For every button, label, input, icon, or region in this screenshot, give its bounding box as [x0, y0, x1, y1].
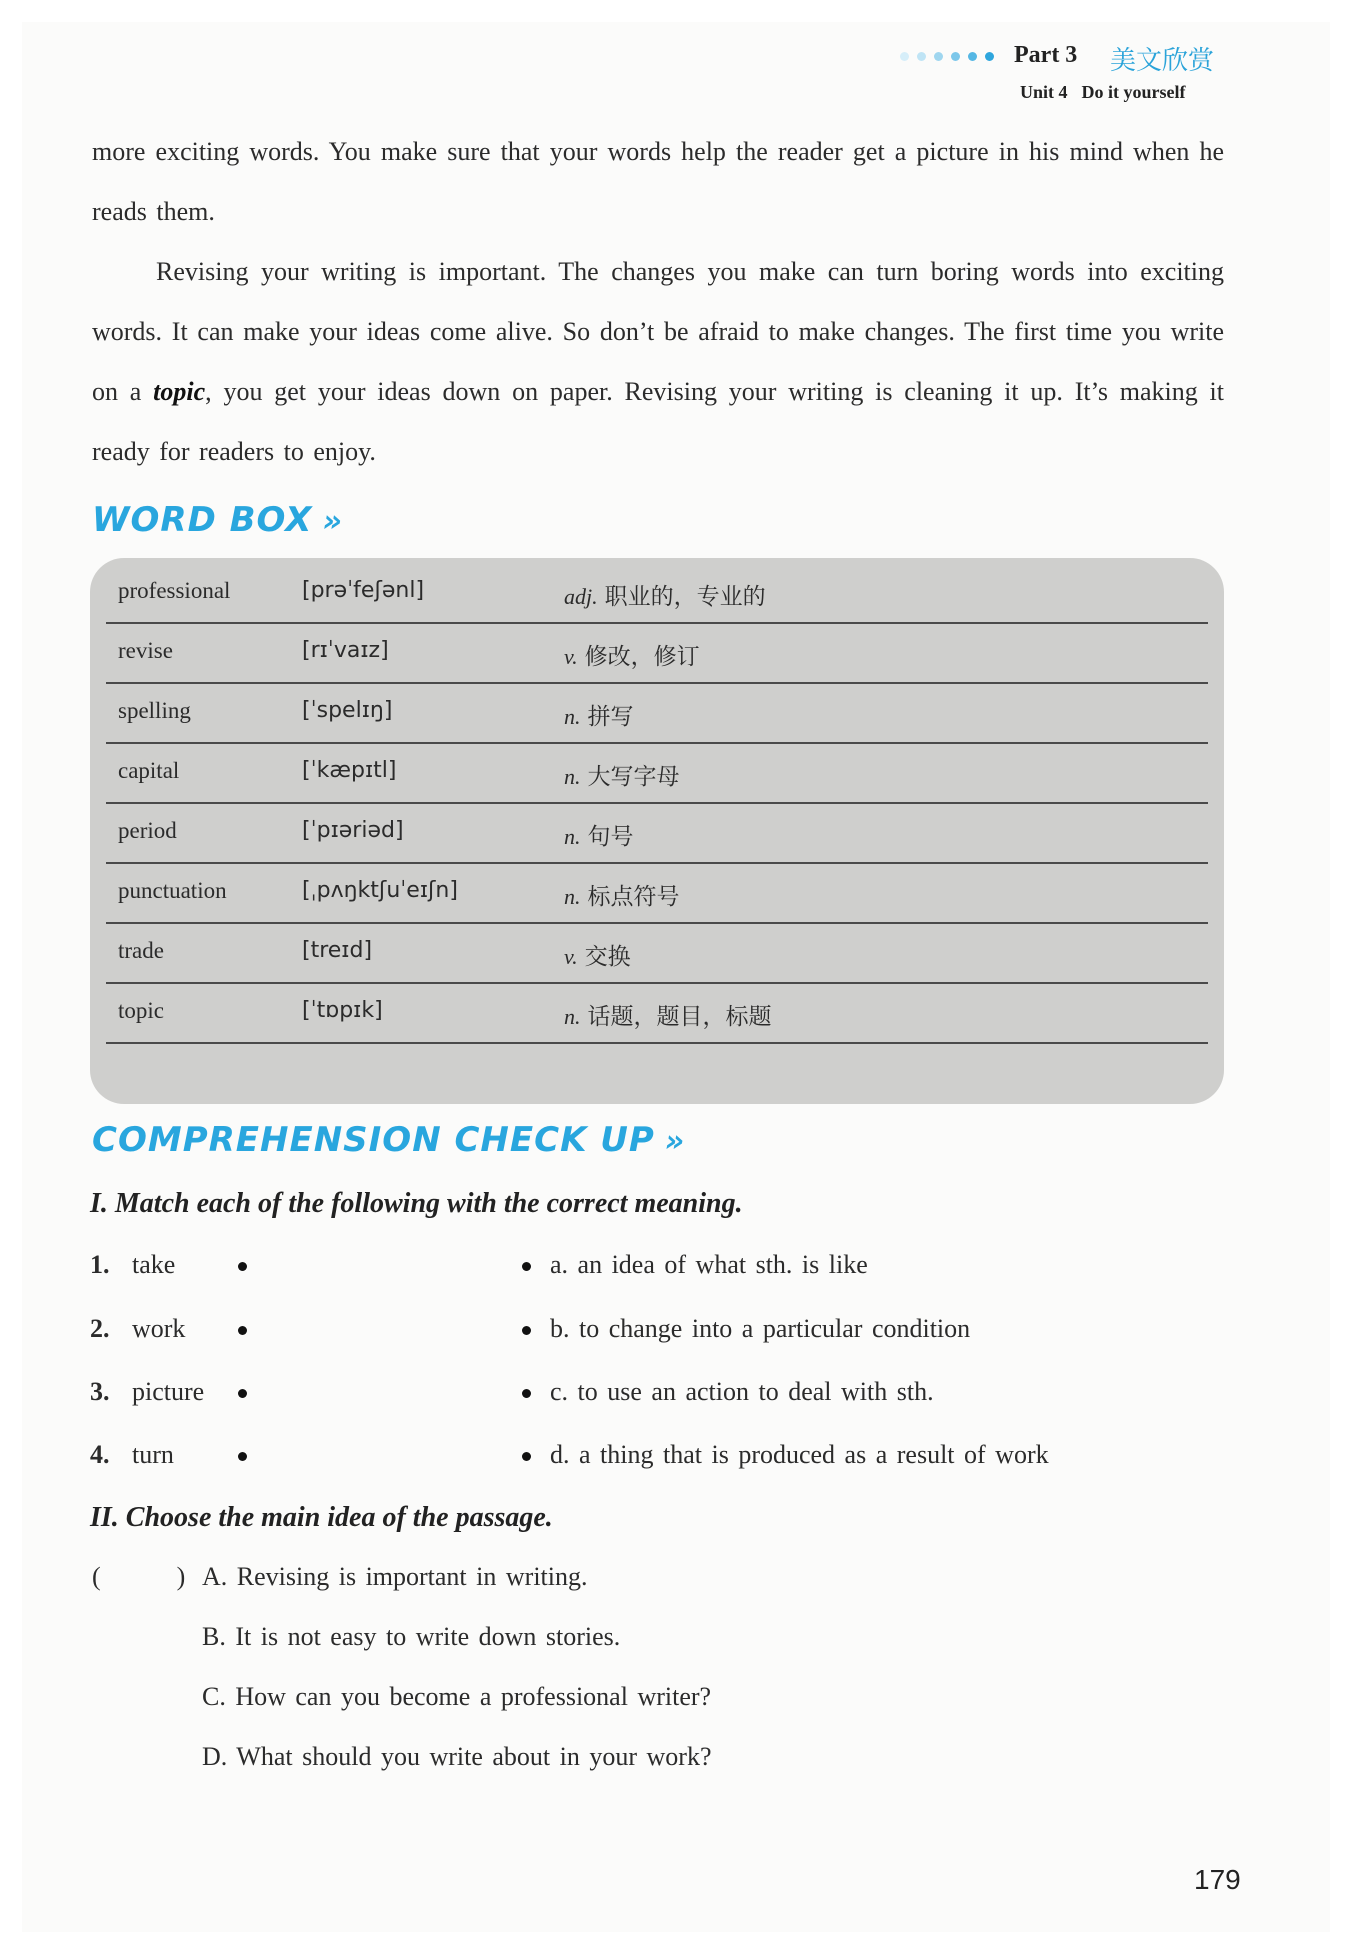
match-dot-right[interactable] [522, 1326, 531, 1335]
word: capital [118, 758, 180, 783]
header-part: Part 3 [1014, 42, 1078, 68]
unit-number: Unit 4 [1020, 82, 1068, 102]
match-definition: a. an idea of what sth. is like [550, 1250, 868, 1279]
match-term: picture [132, 1377, 205, 1406]
part-of-speech: n. [564, 1004, 581, 1029]
item-number: 1. [90, 1250, 110, 1279]
answer-bracket[interactable]: ( ) [92, 1562, 186, 1591]
match-item [90, 1377, 1210, 1417]
match-term: take [132, 1250, 176, 1279]
question-2-heading: II. Choose the main idea of the passage. [90, 1502, 553, 1533]
passage-paragraph-2 [92, 242, 1224, 482]
word-row [106, 562, 1208, 624]
definition [564, 878, 680, 911]
dot-icon [917, 52, 926, 61]
word: punctuation [118, 878, 227, 903]
definition [564, 998, 772, 1031]
word: trade [118, 938, 164, 963]
match-dot-left[interactable] [238, 1326, 247, 1335]
word-row [106, 982, 1208, 1044]
section-heading: WORD BOX [92, 500, 313, 540]
definition [564, 758, 680, 791]
definition [564, 938, 631, 971]
unit-title: Do it yourself [1081, 82, 1186, 102]
word-row [106, 922, 1208, 984]
phonetic: [ˈtɒpɪk] [302, 998, 383, 1023]
match-dot-left[interactable] [238, 1452, 247, 1461]
part-of-speech: adj. [564, 584, 598, 609]
meaning: 话题，题目，标题 [587, 1004, 772, 1030]
double-chevron-icon: » [664, 1124, 681, 1159]
meaning: 大写字母 [587, 764, 680, 790]
match-dot-right[interactable] [522, 1389, 531, 1398]
question-1-heading: I. Match each of the following with the correct meaning. [90, 1188, 743, 1219]
word-row [106, 802, 1208, 864]
definition [564, 818, 634, 851]
match-term: turn [132, 1440, 174, 1469]
meaning: 交换 [584, 944, 631, 970]
phonetic: [prəˈfeʃənl] [302, 578, 425, 603]
section-heading: COMPREHENSION CHECK UP [92, 1120, 655, 1160]
match-item [90, 1250, 1210, 1290]
phonetic: [ˈkæpɪtl] [302, 758, 397, 783]
match-dot-right[interactable] [522, 1262, 531, 1271]
choice-b[interactable]: B. It is not easy to write down stories. [202, 1622, 621, 1651]
definition [564, 698, 634, 731]
meaning: 句号 [587, 824, 634, 850]
part-of-speech: v. [564, 944, 578, 969]
word-row [106, 682, 1208, 744]
choice-a[interactable]: A. Revising is important in writing. [202, 1562, 588, 1591]
meaning: 职业的，专业的 [604, 584, 766, 610]
meaning: 拼写 [587, 704, 634, 730]
passage [92, 122, 1224, 482]
match-item [90, 1440, 1210, 1480]
word-row [106, 862, 1208, 924]
phonetic: [rɪˈvaɪz] [302, 638, 389, 663]
word: period [118, 818, 177, 843]
word: spelling [118, 698, 191, 723]
dot-icon [900, 52, 909, 61]
choice-d[interactable]: D. What should you write about in your work? [202, 1742, 712, 1771]
paragraph-text: Revising your writing is important. The changes you make can turn boring words into exciting words. It can make your ideas come alive. So don’t be afraid to make changes. The first time you write on a [92, 257, 1224, 406]
header-unit [1020, 82, 1186, 103]
word: professional [118, 578, 231, 603]
header-part-chinese: 美文欣赏 [1110, 46, 1215, 76]
part-of-speech: n. [564, 704, 581, 729]
choice-c[interactable]: C. How can you become a professional writer? [202, 1682, 712, 1711]
meaning: 修改，修订 [584, 644, 700, 670]
match-dot-left[interactable] [238, 1389, 247, 1398]
phonetic: [treɪd] [302, 938, 373, 963]
match-definition: d. a thing that is produced as a result of work [550, 1440, 1049, 1469]
definition [564, 578, 766, 611]
page-number: 179 [1194, 1864, 1241, 1895]
match-item [90, 1314, 1210, 1354]
word-box [90, 558, 1224, 1104]
match-term: work [132, 1314, 186, 1343]
paragraph-text: , you get your ideas down on paper. Revising your writing is cleaning it up. It’s making it ready for readers to enjoy. [92, 377, 1224, 466]
double-chevron-icon: » [322, 504, 338, 539]
word: revise [118, 638, 173, 663]
item-number: 2. [90, 1314, 110, 1343]
comprehension-title [92, 1120, 680, 1160]
phonetic: [ˈspelɪŋ] [302, 698, 393, 723]
item-number: 3. [90, 1377, 110, 1406]
match-definition: c. to use an action to deal with sth. [550, 1377, 934, 1406]
match-definition: b. to change into a particular condition [550, 1314, 971, 1343]
match-dot-right[interactable] [522, 1452, 531, 1461]
part-of-speech: n. [564, 884, 581, 909]
passage-paragraph-1: more exciting words. You make sure that your words help the reader get a picture in his mind when he reads them. [92, 137, 1224, 226]
dot-icon [934, 52, 943, 61]
word-box-title [92, 500, 338, 540]
part-of-speech: n. [564, 824, 581, 849]
header-dots [900, 52, 994, 61]
phonetic: [ˌpʌŋktʃuˈeɪʃn] [302, 878, 458, 903]
definition [564, 638, 700, 671]
keyword-topic: topic [153, 377, 206, 406]
dot-icon [968, 52, 977, 61]
dot-icon [985, 52, 994, 61]
word: topic [118, 998, 164, 1023]
meaning: 标点符号 [587, 884, 680, 910]
word-row [106, 742, 1208, 804]
part-of-speech: n. [564, 764, 581, 789]
item-number: 4. [90, 1440, 110, 1469]
phonetic: [ˈpɪəriəd] [302, 818, 404, 843]
dot-icon [951, 52, 960, 61]
word-row [106, 622, 1208, 684]
match-dot-left[interactable] [238, 1262, 247, 1271]
part-of-speech: v. [564, 644, 578, 669]
